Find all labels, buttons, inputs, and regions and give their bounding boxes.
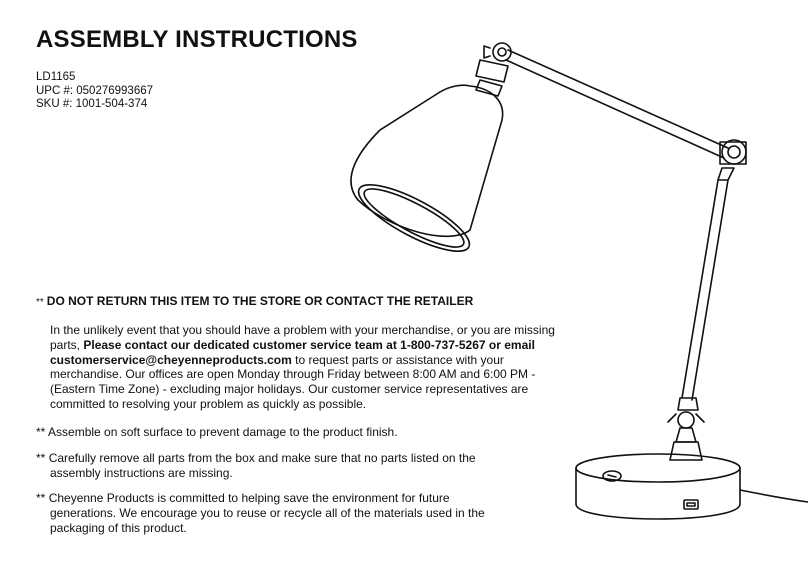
note-text: Assemble on soft surface to prevent damage to the product finish. [48, 425, 398, 439]
upc-number: UPC #: 050276993667 [36, 84, 154, 97]
note-text: Carefully remove all parts from the box and make sure that no parts listed on the assembly instructions are missing. [48, 451, 476, 480]
notice-heading-text: DO NOT RETURN THIS ITEM TO THE STORE OR CONTACT THE RETAILER [46, 294, 474, 308]
customer-service-paragraph [50, 323, 570, 412]
note-text: Cheyenne Products is committed to helping save the environment for future generations. We encourage you to reuse or recycle all of the materials used in the packaging of this product. [48, 491, 485, 535]
note-marker: ** [36, 425, 46, 439]
paragraph-part-1: In the unlikely event that you should have a problem with your merchandise, or you are missing parts, [50, 323, 555, 352]
note-marker: ** [36, 451, 46, 465]
contact-info: Please contact our dedicated customer service team at 1-800-737-5267 or email customerservice@cheyenneproducts.com [50, 337, 535, 367]
return-notice-heading [36, 294, 473, 308]
model-number: LD1165 [36, 71, 76, 83]
product-identifiers [36, 71, 153, 112]
sku-number: SKU #: 1001-504-374 [36, 98, 148, 110]
note-environment [36, 491, 496, 535]
page-title: ASSEMBLY INSTRUCTIONS [36, 26, 358, 53]
note-marker: ** [36, 491, 46, 505]
notice-marker: ** [36, 297, 44, 308]
note-remove-parts [36, 451, 496, 481]
note-soft-surface [36, 425, 496, 440]
paragraph-part-2: to request parts or assistance with your merchandise. Our offices are open Monday through Friday between 8:00 AM and 6:00 PM - (Eastern Time Zone) - excluding major holidays. Our customer service representatives are committed to resolving your problem as quickly as possible. [50, 352, 536, 411]
